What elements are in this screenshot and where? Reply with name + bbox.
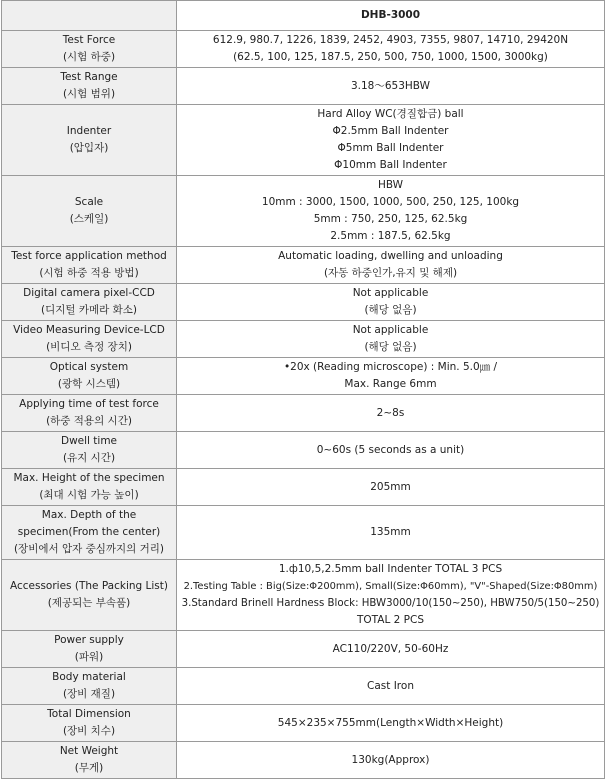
spec-row-optical-system	[2, 358, 605, 395]
label-line: Optical system	[49, 361, 129, 373]
row-label	[2, 506, 177, 560]
label-line: Test force application method	[11, 250, 167, 262]
row-label	[2, 105, 177, 176]
row-label	[2, 395, 177, 432]
row-label	[2, 31, 177, 68]
value-line: (62.5, 100, 125, 187.5, 250, 500, 750, 1000, 1500, 3000kg)	[233, 51, 548, 63]
label-line: (유지 시간)	[62, 452, 116, 464]
value-line: Max. Range 6mm	[344, 378, 437, 390]
row-value	[177, 668, 605, 705]
value-line: 2.Testing Table : Big(Size:Φ200mm), Small(Size:Φ60mm), "V"-Shaped(Size:Φ80mm)	[183, 581, 598, 592]
model-name: DHB-3000	[177, 1, 605, 31]
row-value	[177, 506, 605, 560]
row-label	[2, 560, 177, 631]
value-line: 10mm : 3000, 1500, 1000, 500, 250, 125, 100kg	[261, 196, 520, 208]
value-line: Automatic loading, dwelling and unloading	[278, 250, 503, 262]
row-label	[2, 705, 177, 742]
label-line: Accessories (The Packing List)	[9, 580, 168, 592]
value-line: 612.9, 980.7, 1226, 1839, 2452, 4903, 7355, 9807, 14710, 29420N	[212, 34, 569, 46]
row-label	[2, 358, 177, 395]
label-line: Total Dimension	[47, 708, 131, 720]
row-value	[177, 395, 605, 432]
row-value	[177, 432, 605, 469]
label-line: (압입자)	[69, 142, 109, 154]
row-value	[177, 321, 605, 358]
row-label	[2, 321, 177, 358]
label-line: (디지털 카메라 화소)	[40, 304, 137, 316]
value-line: TOTAL 2 PCS	[357, 614, 424, 626]
spec-row-body-material	[2, 668, 605, 705]
spec-row-max-depth	[2, 506, 605, 560]
label-line: (파워)	[74, 651, 104, 663]
label-line: Applying time of test force	[19, 398, 159, 410]
row-label	[2, 631, 177, 668]
header-blank-cell	[2, 1, 177, 31]
value-line: 545×235×755mm(Length×Width×Height)	[277, 716, 504, 729]
row-value	[177, 705, 605, 742]
spec-row-applying-time	[2, 395, 605, 432]
label-line: (장비 치수)	[62, 725, 116, 737]
label-line: (제공되는 부속품)	[47, 597, 131, 609]
spec-table	[1, 0, 605, 779]
label-line: Video Measuring Device-LCD	[13, 324, 165, 336]
label-line: (최대 시험 가능 높이)	[39, 489, 139, 501]
value-line: Φ2.5mm Ball Indenter	[332, 125, 449, 137]
label-line: Indenter	[66, 125, 112, 137]
value-line: •20x (Reading microscope) : Min. 5.0㎛ /	[283, 361, 498, 373]
row-value	[177, 176, 605, 247]
value-line: AC110/220V, 50-60Hz	[332, 642, 449, 655]
row-label	[2, 176, 177, 247]
value-line: 2.5mm : 187.5, 62.5kg	[330, 230, 451, 242]
row-value	[177, 358, 605, 395]
spec-row-digital-camera	[2, 284, 605, 321]
row-value	[177, 105, 605, 176]
row-value	[177, 31, 605, 68]
label-line: (장비에서 압자 중심까지의 거리)	[13, 543, 165, 555]
label-line: (하중 적용의 시간)	[46, 415, 132, 427]
value-line: 3.18～653HBW	[350, 79, 431, 92]
value-line: Cast Iron	[367, 679, 414, 692]
label-line: Power supply	[54, 634, 124, 646]
label-line: Net Weight	[59, 745, 119, 757]
label-line: Digital camera pixel-CCD	[23, 287, 155, 299]
value-line: Not applicable	[352, 287, 429, 299]
value-line: 130kg(Approx)	[351, 753, 430, 766]
value-line: HBW	[377, 179, 404, 191]
row-value	[177, 560, 605, 631]
row-label	[2, 432, 177, 469]
label-line: Max. Depth of the	[41, 509, 137, 521]
value-line: (자동 하중인가,유지 및 해제)	[323, 267, 458, 279]
spec-row-video-measuring	[2, 321, 605, 358]
spec-row-indenter	[2, 105, 605, 176]
row-value	[177, 68, 605, 105]
label-line: (광학 시스템)	[57, 378, 121, 390]
value-line: Φ5mm Ball Indenter	[337, 142, 444, 154]
row-value	[177, 631, 605, 668]
value-line: 135mm	[370, 526, 411, 538]
label-line: (장비 재질)	[62, 688, 116, 700]
label-line: (비디오 측정 장치)	[46, 341, 132, 353]
row-label	[2, 469, 177, 506]
row-label	[2, 668, 177, 705]
value-line: Hard Alloy WC(경질합금) ball	[317, 108, 464, 120]
spec-row-scale	[2, 176, 605, 247]
label-line: (시험 하중 적용 방법)	[39, 267, 139, 279]
value-line: (해당 없음)	[364, 304, 417, 316]
label-line: Max. Height of the specimen	[13, 472, 165, 484]
value-line: 0~60s (5 seconds as a unit)	[316, 443, 465, 456]
spec-row-net-weight	[2, 742, 605, 779]
label-line: (스케일)	[69, 213, 109, 225]
spec-row-total-dimension	[2, 705, 605, 742]
label-line: specimen(From the center)	[17, 526, 161, 538]
spec-row-dwell-time	[2, 432, 605, 469]
label-line: Body material	[52, 671, 126, 683]
value-line: 5mm : 750, 250, 125, 62.5kg	[313, 213, 468, 225]
spec-row-test-force	[2, 31, 605, 68]
value-line: Φ10mm Ball Indenter	[334, 159, 447, 171]
label-line: (무게)	[74, 762, 104, 774]
row-label	[2, 284, 177, 321]
spec-row-application-method	[2, 247, 605, 284]
spec-row-max-height	[2, 469, 605, 506]
label-line: (시험 범위)	[62, 88, 116, 100]
label-line: Test Range	[60, 71, 118, 83]
row-value	[177, 247, 605, 284]
label-line: (시험 하중)	[62, 51, 116, 63]
value-line: 1.ф10,5,2.5mm ball Indenter TOTAL 3 PCS	[278, 563, 503, 575]
spec-row-test-range	[2, 68, 605, 105]
row-label	[2, 742, 177, 779]
spec-row-power-supply	[2, 631, 605, 668]
label-line: Dwell time	[60, 435, 118, 447]
value-line: 2~8s	[376, 406, 405, 419]
value-line: 3.Standard Brinell Hardness Block: HBW3000/10(150~250), HBW750/5(150~250)	[181, 598, 600, 609]
value-line: Not applicable	[352, 324, 429, 336]
value-line: (해당 없음)	[364, 341, 417, 353]
row-value	[177, 284, 605, 321]
value-line: 205mm	[370, 480, 411, 493]
row-label	[2, 68, 177, 105]
label-line: Scale	[74, 196, 104, 208]
row-value	[177, 469, 605, 506]
row-value	[177, 742, 605, 779]
header-row	[2, 1, 605, 31]
label-line: Test Force	[62, 34, 116, 46]
spec-row-accessories	[2, 560, 605, 631]
row-label	[2, 247, 177, 284]
